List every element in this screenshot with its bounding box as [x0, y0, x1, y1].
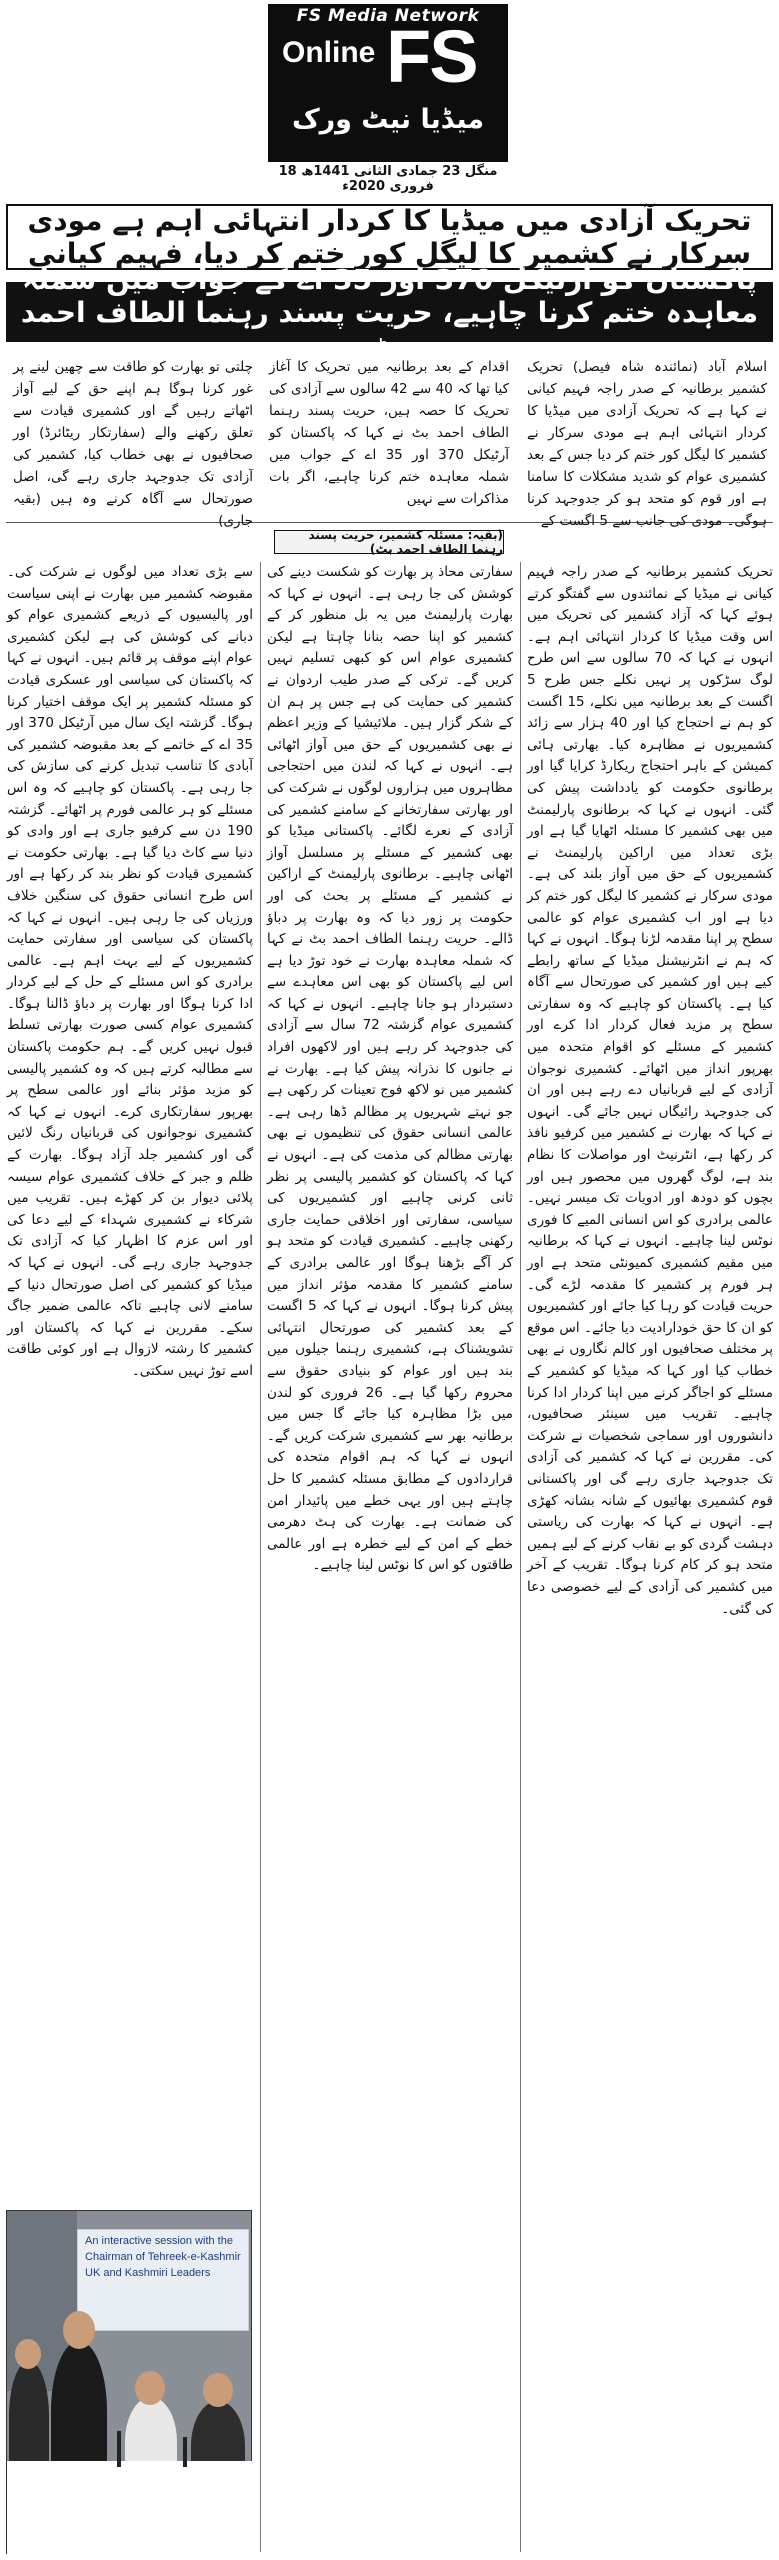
photo-banner-text: An interactive session with the Chairman of Tehreek-e-Kashmir UK and Kashmiri Leaders — [85, 2235, 241, 2279]
column-divider — [520, 562, 521, 2552]
masthead-network: FS Media Network — [296, 6, 480, 26]
body-column: تحریک کشمیر برطانیہ کے صدر راجہ فہیم کیانی نے میڈیا کے نمائندوں سے گفتگو کرتے ہوئے کہا کہ آزاد کشمیر کی تحریک میں اس وقت میڈیا کا کردار انتہائی اہم ہے۔ انہوں نے کہا کہ 70 سالوں سے اس طرح لوگ سڑکوں پر نہیں نکلے جس طرح 5 اگست کے بعد برطانیہ میں نکلے، 15 اگست کو ہم نے احتجاج کیا اور 40 ہزار سے زائد کشمیریوں نے مظاہرہ کیا۔ بھارتی ہائی کمیشن کے باہر احتجاج ریکارڈ کرایا گیا اور برطانوی حکومت کو یادداشت پیش کی گئی۔ انہوں نے کہا کہ برطانوی پارلیمنٹ میں بھی کشمیر کا مسئلہ اٹھایا گیا ہے اور بڑی تعداد میں اراکین پارلیمنٹ نے کشمیریوں کے حق میں آواز بلند کی ہے۔ مودی سرکار نے کشمیر کا لیگل کور ختم کر دیا ہے اور اب کشمیری عوام کو عالمی سطح پر اپنا مقدمہ لڑنا ہوگا۔ انہوں نے کہا کہ ہم نے انٹرنیشنل میڈیا کے ساتھ رابطے کیے ہیں اور کشمیر کی صورتحال سے آگاہ کیا ہے۔ پاکستان کو چاہیے کہ وہ سفارتی سطح پر مزید فعال کردار ادا کرے اور کشمیر کے مسئلے کو اقوام متحدہ میں بھرپور انداز میں اٹھائے۔ کشمیری نوجوان آزادی کے لیے قربانیاں دے رہے ہیں اور ان کی جدوجہد رائیگاں نہیں جائے گی۔ انہوں نے کہا کہ بھارت نے کشمیر میں کرفیو نافذ کر رکھا ہے، انٹرنیٹ اور مواصلات کا نظام بند ہے، لوگ گھروں میں محصور ہیں اور بچوں کو دودھ اور ادویات تک میسر نہیں۔ عالمی برادری کو اس انسانی المیے کا فوری نوٹس لینا چاہیے۔ انہوں نے کہا کہ برطانیہ میں مقیم کشمیری کمیونٹی متحد ہے اور ہر فورم پر کشمیر کا مقدمہ لڑے گی۔ حریت قیادت کو رہا کیا جائے اور کشمیریوں کو ان کا حق خودارادیت دیا جائے۔ اس موقع پر مختلف صحافیوں اور کالم نگاروں نے بھی خطاب کیا اور کہا کہ میڈیا کو کشمیر کے مسئلے کو اجاگر کرنے میں اپنا کردار ادا کرنا چاہیے۔ تقریب میں سینئر صحافیوں، دانشوروں اور سماجی شخصیات نے شرکت کی۔ مقررین نے کہا کہ کشمیر کی آزادی تک جدوجہد جاری رہے گی اور پاکستانی قوم کشمیری بھائیوں کے شانہ بشانہ کھڑی ہے۔ انہوں نے کہا کہ بھارت کی ریاستی دہشت گردی کو بے نقاب کرنے کے لیے ہمیں متحد ہو کر کام کرنا ہوگا۔ تقریب کے آخر میں کشمیر کی آزادی کے لیے خصوصی دعا کی گئی۔ — [527, 564, 773, 1617]
intro-section — [6, 350, 773, 529]
event-photo — [6, 2210, 252, 2554]
microphone — [117, 2431, 121, 2467]
continuation-tag: (بقیہ: مسئلہ کشمیر، حریت پسند رہنما الطاف احمد بٹ) — [274, 530, 504, 554]
body-column: سے بڑی تعداد میں لوگوں نے شرکت کی۔ مقبوضہ کشمیر میں بھارت نے اپنی سیاست اور پالیسیوں کے ذریعے کشمیری عوام کو دبانے کی کوشش کی ہے لیکن کشمیری عوام اپنے موقف پر قائم ہیں۔ انہوں نے کہا کہ پاکستان کی سیاسی اور عسکری قیادت کو مسئلہ کشمیر پر ایک موقف اختیار کرنا ہوگا۔ گزشتہ ایک سال میں آرٹیکل 370 اور 35 اے کے خاتمے کے بعد مقبوضہ کشمیر کی آبادی کا تناسب تبدیل کرنے کی سازش کی جا رہی ہے۔ پاکستان کو چاہیے کہ وہ اس مسئلے کو ہر عالمی فورم پر اٹھائے۔ گزشتہ 190 دن سے کرفیو جاری ہے اور وادی کو دنیا سے کاٹ دیا گیا ہے۔ بھارتی حکومت نے کشمیری قیادت کو نظر بند کر رکھا ہے اور اس طرح انسانی حقوق کی سنگین خلاف ورزیاں کی جا رہی ہیں۔ انہوں نے کہا کہ پاکستان کی سیاسی اور سفارتی حمایت کشمیریوں کے لیے بہت اہم ہے۔ عالمی برادری کو اس مسئلے کے حل کے لیے کردار ادا کرنا ہوگا اور بھارت پر دباؤ ڈالنا ہوگا۔ کشمیری عوام کسی صورت بھارتی تسلط قبول نہیں کریں گے۔ ہم حکومت پاکستان سے مطالبہ کرتے ہیں کہ وہ کشمیر پالیسی کو مزید مؤثر بنائے اور عالمی سطح پر بھرپور سفارتکاری کرے۔ انہوں نے کہا کہ کشمیری نوجوانوں کی قربانیاں رنگ لائیں گی اور کشمیر جلد آزاد ہوگا۔ بھارت کے ظلم و جبر کے خلاف کشمیری عوام سیسہ پلائی دیوار بن کر کھڑے ہیں۔ تقریب میں شرکاء نے کشمیری شہداء کے لیے دعا کی اور اس عزم کا اظہار کیا کہ آزادی تک جدوجہد جاری رہے گی۔ انہوں نے کہا کہ میڈیا کو کشمیر کی اصل صورتحال دنیا کے سامنے لانی چاہیے تاکہ عالمی ضمیر جاگ سکے۔ مقررین نے کہا کہ پاکستان اور کشمیر کا رشتہ لازوال ہے اور کوئی طاقت اسے توڑ نہیں سکتی۔ — [7, 564, 253, 1379]
masthead-online: Online — [282, 36, 376, 69]
main-headline: تحریک آزادی میں میڈیا کا کردار انتہائی اہم ہے مودی سرکار نے کشمیر کا لیگل کور ختم کر دیا، فہیم کیانی — [6, 204, 773, 270]
intro-column: اسلام آباد (نمائندہ شاہ فیصل) تحریک کشمیر برطانیہ کے صدر راجہ فہیم کیانی نے کہا ہے کہ تحریک آزادی میں میڈیا کا کردار انتہائی اہم ہے مودی سرکار نے کشمیر کا لیگل کور ختم کر دیا جس کے بعد کشمیری عوام کو شدید مشکلات کا سامنا ہے اور قوم کو متحد ہو کر جدوجہد کرنا ہوگی۔ مودی کی جانب سے 5 اگست کے — [527, 359, 767, 529]
masthead-logo — [268, 4, 508, 162]
person-figure — [9, 2361, 49, 2471]
person-head — [63, 2311, 95, 2349]
masthead-urdu-name: میڈیا نیٹ ورک — [291, 104, 485, 135]
photo-table — [7, 2461, 253, 2555]
date-line: منگل 23 جمادی الثانی 1441ھ 18 فروری 2020ء — [278, 164, 498, 194]
intro-column: اقدام کے بعد برطانیہ میں تحریک کا آغاز کیا تھا کہ 40 سے 42 سالوں سے آزادی کی تحریک کا حصہ ہیں، حریت پسند رہنما الطاف احمد بٹ نے کہا کہ پاکستان کو آرٹیکل 370 اور 35 اے کے جواب میں شملہ معاہدہ ختم کرنا چاہیے، اگر بات مذاکرات سے نہیں — [269, 359, 510, 507]
second-headline: پاکستان کو آرٹیکل 370 اور 35 اے کے جواب میں شملہ معاہدہ ختم کرنا چاہیے، حریت پسند رہنما الطاف احمد بٹ — [6, 282, 773, 342]
masthead-fs: FS — [386, 15, 477, 98]
column-divider — [260, 562, 261, 2552]
microphone — [183, 2437, 187, 2467]
person-head — [203, 2373, 233, 2407]
person-head — [135, 2371, 165, 2405]
intro-column: چلتی تو بھارت کو طاقت سے چھین لینے پر غور کرنا ہوگا ہم اپنے حق کے لیے آواز اٹھاتے رہیں گے اور کشمیری قیادت سے تعلق رکھنے والے (سفارتکار ریٹائرڈ) اور صحافیوں نے بھی خطاب کیا، کشمیر کی آزادی تک جدوجہد جاری رہے گی، اصل صورتحال سے آگاہ کرنے وہ ہیں (بقیہ جاری) — [13, 359, 253, 529]
person-head — [15, 2339, 41, 2369]
body-column: سفارتی محاذ پر بھارت کو شکست دینے کی کوشش کی جا رہی ہے۔ انہوں نے کہا کہ بھارت پارلیمنٹ میں یہ بل منظور کر کے کشمیر کو اپنا حصہ بنانا چاہتا ہے لیکن کشمیری عوام اس کو کبھی تسلیم نہیں کریں گے۔ ترکی کے صدر طیب اردوان نے کشمیر کی حمایت کی ہے جس پر ہم ان کے شکر گزار ہیں۔ ملائیشیا کے وزیر اعظم نے بھی کشمیریوں کے حق میں آواز اٹھائی ہے۔ انہوں نے کہا کہ لندن میں احتجاجی مظاہروں میں ہزاروں لوگوں نے شرکت کی اور بھارتی سفارتخانے کے سامنے کشمیر کی آزادی کے نعرے لگائے۔ پاکستانی میڈیا کو بھی کشمیر کے مسئلے پر مسلسل آواز اٹھانی چاہیے۔ برطانوی پارلیمنٹ کے اراکین نے کشمیر کے مسئلے پر بحث کی اور حکومت پر زور دیا کہ وہ بھارت پر دباؤ ڈالے۔ حریت رہنما الطاف احمد بٹ نے کہا کہ شملہ معاہدہ بھارت نے خود توڑ دیا ہے اس لیے پاکستان کو بھی اس معاہدے سے دستبردار ہو جانا چاہیے۔ انہوں نے کہا کہ کشمیری عوام گزشتہ 72 سال سے آزادی کی جدوجہد کر رہے ہیں اور لاکھوں افراد نے جانوں کا نذرانہ پیش کیا ہے۔ بھارت نے کشمیر میں نو لاکھ فوج تعینات کر رکھی ہے جو نہتے شہریوں پر مظالم ڈھا رہی ہے۔ عالمی انسانی حقوق کی تنظیموں نے بھی بھارتی مظالم کی مذمت کی ہے۔ انہوں نے کہا کہ پاکستان کو کشمیر پالیسی پر نظر ثانی کرنی چاہیے اور کشمیریوں کی سیاسی، سفارتی اور اخلاقی حمایت جاری رکھنی چاہیے۔ کشمیری قیادت کو متحد ہو کر آگے بڑھنا ہوگا اور عالمی برادری کے سامنے کشمیر کا مقدمہ مؤثر انداز میں پیش کرنا ہوگا۔ انہوں نے کہا کہ 5 اگست کے بعد کشمیر کی صورتحال انتہائی تشویشناک ہے، کشمیری رہنما جیلوں میں بند ہیں اور عوام کو بنیادی حقوق سے محروم رکھا گیا ہے۔ 26 فروری کو لندن میں بڑا مظاہرہ کیا جائے گا جس میں برطانیہ بھر سے کشمیری شرکت کریں گے۔ انہوں نے کہا کہ ہم اقوام متحدہ کی قراردادوں کے مطابق مسئلہ کشمیر کا حل چاہتے ہیں اور یہی خطے میں پائیدار امن کی ضمانت ہے۔ بھارت کی ہٹ دھرمی خطے کے امن کے لیے خطرہ ہے اور عالمی طاقتوں کو اس کا نوٹس لینا چاہیے۔ — [267, 564, 513, 1574]
person-figure — [51, 2341, 107, 2481]
